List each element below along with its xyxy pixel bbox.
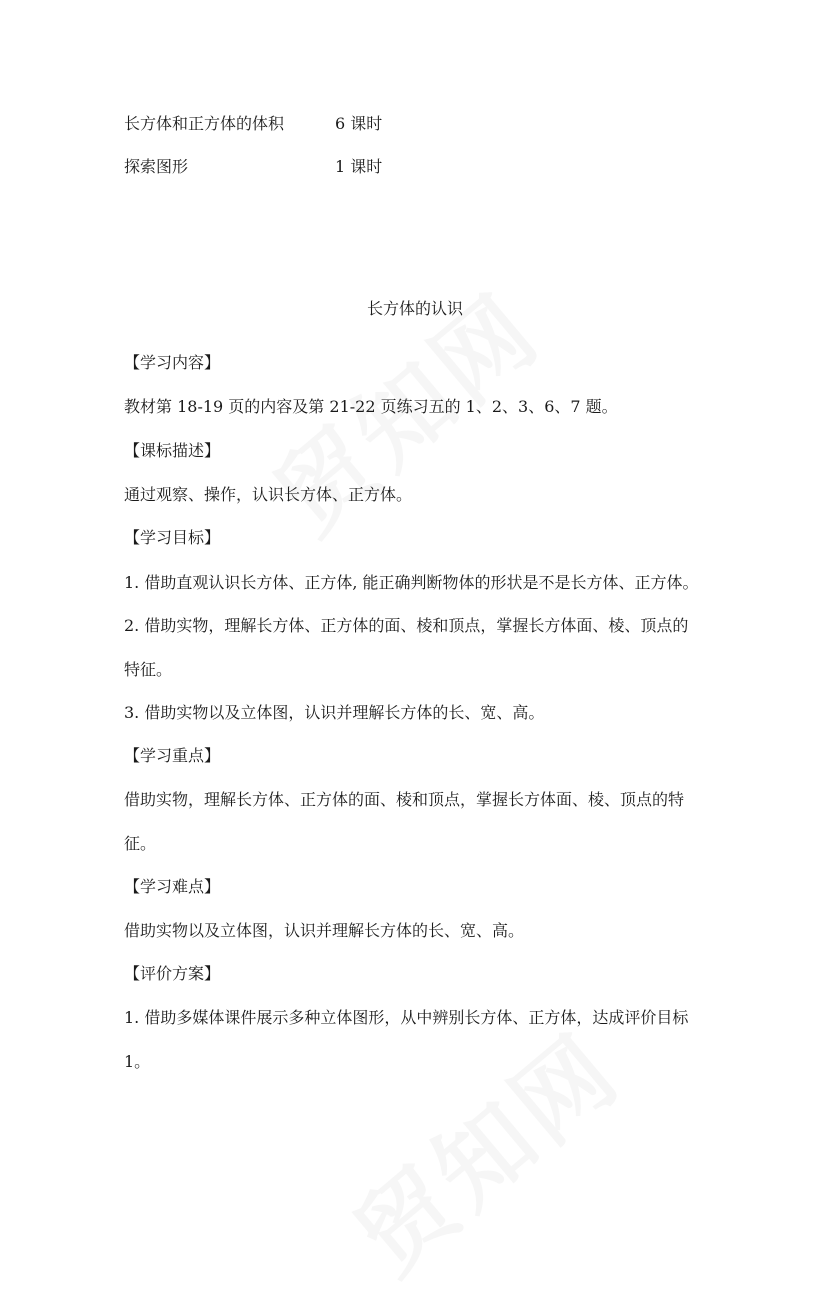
evaluation-item: 1. 借助多媒体课件展示多种立体图形，从中辨别长方体、正方体，达成评价目标: [124, 1008, 689, 1027]
section-heading-content: 【学习内容】: [124, 353, 221, 372]
section-heading-difficulty: 【学习难点】: [124, 877, 221, 896]
goal-item: 1. 借助直观认识长方体、正方体, 能正确判断物体的形状是不是长方体、正方体。: [124, 573, 699, 592]
section-heading-key: 【学习重点】: [124, 746, 221, 765]
content-text: 教材第 18-19 页的内容及第 21-22 页练习五的 1、2、3、6、7 题。: [124, 397, 618, 416]
schedule-course-name: 探索图形: [124, 157, 189, 176]
key-text-continued: 征。: [124, 834, 157, 853]
evaluation-item-continued: 1。: [124, 1052, 151, 1071]
section-heading-goals: 【学习目标】: [124, 528, 221, 547]
schedule-course-hours: 1 课时: [335, 157, 383, 176]
goal-item: 3. 借助实物以及立体图，认识并理解长方体的长、宽、高。: [124, 703, 545, 722]
section-heading-standard: 【课标描述】: [124, 441, 221, 460]
difficulty-text: 借助实物以及立体图，认识并理解长方体的长、宽、高。: [124, 921, 525, 940]
goal-item-continued: 特征。: [124, 660, 173, 679]
schedule-course-name: 长方体和正方体的体积: [124, 114, 285, 133]
watermark: [322, 998, 644, 1299]
section-heading-evaluation: 【评价方案】: [124, 964, 221, 983]
lesson-title: 长方体的认识: [366, 299, 463, 318]
goal-item: 2. 借助实物，理解长方体、正方体的面、棱和顶点，掌握长方体面、棱、顶点的: [124, 616, 689, 635]
schedule-course-hours: 6 课时: [335, 114, 383, 133]
key-text: 借助实物，理解长方体、正方体的面、棱和顶点，掌握长方体面、棱、顶点的特: [124, 790, 685, 809]
standard-text: 通过观察、操作，认识长方体、正方体。: [124, 485, 413, 504]
